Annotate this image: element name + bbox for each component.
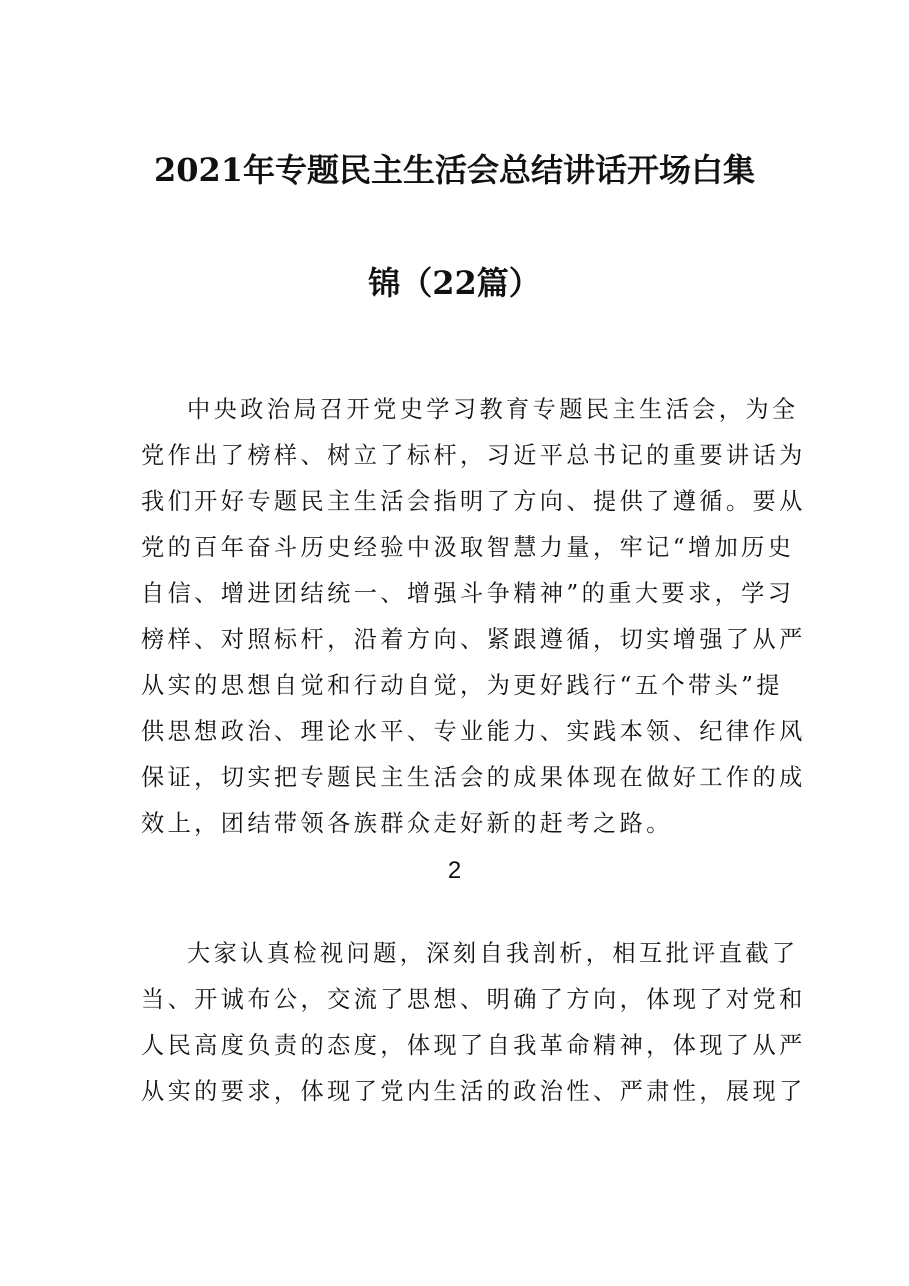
paragraph-1-line: 党的百年奋斗历史经验中汲取智慧力量，牢记“增加历史 <box>141 534 795 561</box>
paragraph-1-line: 我们开好专题民主生活会指明了方向、提供了遵循。要从 <box>141 488 806 515</box>
section-number: 2 <box>447 857 462 884</box>
paragraph-1-line: 效上，团结带领各族群众走好新的赶考之路。 <box>141 810 673 837</box>
paragraph-1-line: 从实的思想自觉和行动自觉，为更好践行“五个带头”提 <box>141 672 784 699</box>
paragraph-1-line: 供思想政治、理论水平、专业能力、实践本领、纪律作风 <box>141 718 806 745</box>
paragraph-1-line: 党作出了榜样、树立了标杆，习近平总书记的重要讲话为 <box>141 442 806 469</box>
paragraph-2-line: 从实的要求，体现了党内生活的政治性、严肃性，展现了 <box>141 1078 806 1105</box>
paragraph-2-line: 当、开诚布公，交流了思想、明确了方向，体现了对党和 <box>141 986 806 1013</box>
paragraph-1-line: 榜样、对照标杆，沿着方向、紧跟遵循，切实增强了从严 <box>141 626 806 653</box>
document-title-line-1: 2021年专题民主生活会总结讲话开场白集 <box>153 151 756 189</box>
paragraph-1-line: 自信、增进团结统一、增强斗争精神”的重大要求，学习 <box>141 580 795 607</box>
paragraph-1-line: 中央政治局召开党史学习教育专题民主生活会，为全 <box>187 396 799 423</box>
paragraph-1-line: 保证，切实把专题民主生活会的成果体现在做好工作的成 <box>141 764 806 791</box>
paragraph-2-line: 人民高度负责的态度，体现了自我革命精神，体现了从严 <box>141 1032 806 1059</box>
paragraph-2-line: 大家认真检视问题，深刻自我剖析，相互批评直截了 <box>187 940 799 967</box>
document-title-line-2: 锦（22篇） <box>368 264 541 302</box>
